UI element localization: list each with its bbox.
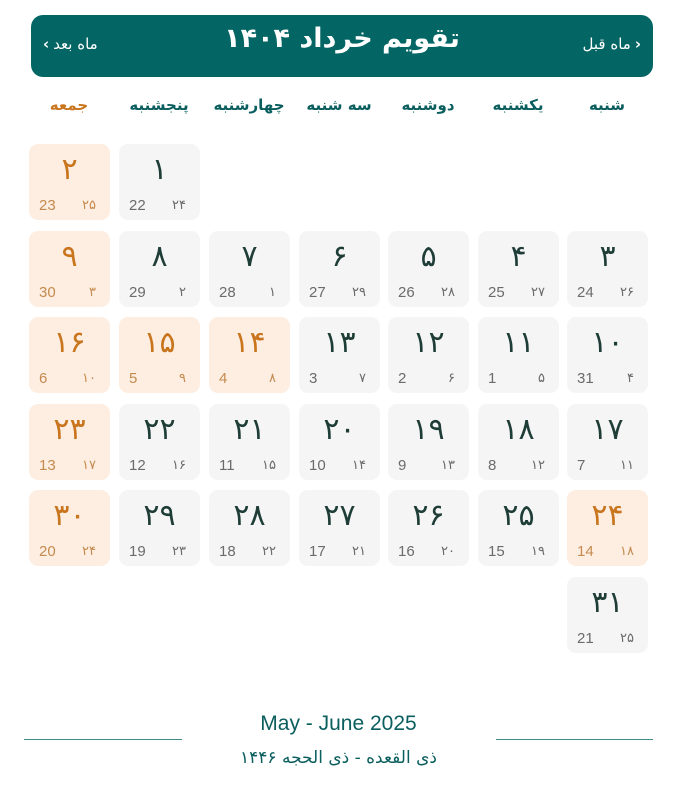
gregorian-day-number: 15 [488, 543, 505, 560]
persian-day-number: ۲۳ [53, 411, 86, 447]
persian-day-number: ۸ [151, 238, 168, 274]
day-cell[interactable] [119, 317, 200, 393]
gregorian-day-number: 28 [219, 283, 236, 301]
day-cell[interactable] [567, 490, 648, 566]
hijri-day-number: ۲۸ [441, 284, 455, 300]
persian-day-number: ۱۱ [502, 325, 535, 360]
hijri-day-number: ۲۱ [352, 544, 366, 559]
day-cell[interactable] [29, 404, 110, 480]
day-cell[interactable] [299, 404, 380, 480]
calendar-header [31, 15, 653, 77]
hijri-day-number: ۱۳ [441, 457, 455, 473]
persian-day-number: ۱۵ [143, 325, 176, 360]
gregorian-day-number: 24 [577, 283, 594, 301]
gregorian-day-number: 18 [219, 543, 236, 560]
persian-day-number: ۲۵ [502, 498, 535, 533]
gregorian-day-number: 16 [398, 543, 415, 560]
persian-day-number: ۳۱ [591, 584, 624, 620]
hijri-day-number: ۱ [269, 284, 276, 300]
hijri-day-number: ۱۵ [262, 457, 276, 473]
day-cell[interactable] [209, 404, 290, 480]
gregorian-day-number: 23 [39, 197, 56, 214]
persian-day-number: ۳ [599, 238, 616, 274]
gregorian-day-number: 5 [129, 370, 138, 387]
hijri-day-number: ۱۴ [352, 457, 366, 473]
hijri-day-number: ۱۸ [620, 544, 634, 559]
persian-day-number: ۱۹ [412, 411, 445, 447]
hijri-day-number: ۲۴ [172, 198, 186, 213]
day-cell[interactable] [119, 404, 200, 480]
gregorian-day-number: 21 [577, 629, 594, 647]
day-cell[interactable] [29, 231, 110, 307]
gregorian-day-number: 2 [398, 370, 407, 387]
hijri-day-number: ۱۰ [82, 371, 96, 386]
day-cell[interactable] [299, 317, 380, 393]
day-cell[interactable] [119, 490, 200, 566]
persian-day-number: ۱ [151, 152, 168, 187]
next-month-label: ماه بعد [53, 35, 98, 53]
gregorian-day-number: 30 [39, 283, 56, 301]
gregorian-day-number: 25 [488, 283, 505, 301]
day-cell[interactable] [119, 231, 200, 307]
persian-day-number: ۶ [331, 238, 348, 274]
day-cell[interactable] [478, 404, 559, 480]
persian-day-number: ۲۷ [323, 498, 356, 533]
gregorian-day-number: 8 [488, 456, 497, 474]
gregorian-day-number: 1 [488, 370, 497, 387]
hijri-day-number: ۲۳ [172, 544, 186, 559]
weekday-1: یکشنبه [492, 96, 544, 114]
day-cell[interactable] [388, 231, 469, 307]
hijri-day-number: ۱۷ [82, 457, 96, 473]
gregorian-day-number: 17 [309, 543, 326, 560]
hijri-day-number: ۲۶ [620, 284, 634, 300]
persian-day-number: ۲ [61, 152, 78, 187]
persian-day-number: ۵ [420, 238, 437, 274]
day-cell[interactable] [567, 404, 648, 480]
weekday-4: چهارشنبه [213, 96, 285, 114]
persian-day-number: ۲۰ [323, 411, 356, 447]
persian-day-number: ۳۰ [53, 498, 86, 533]
hijri-day-number: ۹ [179, 371, 186, 386]
persian-day-number: ۴ [510, 238, 527, 274]
gregorian-day-number: 27 [309, 283, 326, 301]
hijri-day-number: ۲ [179, 284, 186, 300]
persian-day-number: ۲۱ [233, 411, 266, 447]
persian-day-number: ۷ [241, 238, 258, 274]
hijri-day-number: ۱۱ [620, 457, 634, 473]
day-cell[interactable] [567, 231, 648, 307]
prev-month-button[interactable] [583, 35, 641, 53]
day-cell[interactable] [478, 231, 559, 307]
day-cell[interactable] [478, 490, 559, 566]
day-cell[interactable] [29, 490, 110, 566]
day-cell[interactable] [478, 317, 559, 393]
persian-day-number: ۲۹ [143, 498, 176, 533]
weekday-header-row [0, 96, 677, 126]
gregorian-day-number: 14 [577, 543, 594, 560]
persian-day-number: ۱۶ [53, 325, 86, 360]
gregorian-day-number: 4 [219, 370, 228, 387]
persian-day-number: ۱۲ [412, 325, 445, 360]
gregorian-day-number: 6 [39, 370, 48, 387]
footer-divider-left [24, 739, 182, 740]
hijri-day-number: ۲۵ [620, 630, 634, 646]
hijri-day-number: ۲۷ [531, 284, 545, 300]
day-cell[interactable] [209, 317, 290, 393]
persian-day-number: ۱۳ [323, 325, 356, 360]
gregorian-day-number: 7 [577, 456, 586, 474]
chevron-left-icon: ‹ [634, 35, 641, 53]
footer-divider-right [496, 739, 653, 740]
gregorian-day-number: 9 [398, 456, 407, 474]
hijri-day-number: ۵ [538, 371, 545, 386]
day-cell[interactable] [567, 577, 648, 653]
persian-day-number: ۱۴ [233, 325, 266, 360]
gregorian-day-number: 19 [129, 543, 146, 560]
day-cell[interactable] [567, 317, 648, 393]
hijri-day-number: ۲۴ [82, 544, 96, 559]
day-cell[interactable] [388, 490, 469, 566]
gregorian-day-number: 11 [219, 456, 235, 474]
day-cell[interactable] [29, 144, 110, 220]
chevron-right-icon: › [43, 35, 50, 53]
persian-day-number: ۲۲ [143, 411, 176, 447]
page-title: تقویم خرداد ۱۴۰۴ [224, 23, 460, 54]
hijri-day-number: ۸ [269, 371, 276, 386]
persian-day-number: ۱۸ [502, 411, 535, 447]
day-cell[interactable] [388, 317, 469, 393]
gregorian-day-number: 13 [39, 456, 56, 474]
hijri-day-number: ۷ [359, 371, 366, 386]
day-cell[interactable] [299, 490, 380, 566]
persian-day-number: ۲۶ [412, 498, 445, 533]
persian-day-number: ۲۴ [591, 498, 624, 533]
hijri-day-number: ۱۲ [531, 457, 545, 473]
day-cell[interactable] [209, 231, 290, 307]
persian-day-number: ۱۰ [591, 325, 624, 360]
persian-day-number: ۹ [61, 238, 78, 274]
weekday-6: جمعه [49, 96, 89, 114]
weekday-0: شنبه [588, 96, 626, 114]
gregorian-day-number: 12 [129, 456, 146, 474]
hijri-day-number: ۱۹ [531, 544, 545, 559]
persian-day-number: ۲۸ [233, 498, 266, 533]
gregorian-month-range: May - June 2025 [260, 712, 417, 735]
day-cell[interactable] [119, 144, 200, 220]
hijri-day-number: ۲۹ [352, 284, 366, 300]
day-cell[interactable] [29, 317, 110, 393]
gregorian-day-number: 31 [577, 370, 594, 387]
persian-day-number: ۱۷ [591, 411, 624, 447]
weekday-3: سه شنبه [306, 96, 372, 114]
gregorian-day-number: 22 [129, 197, 146, 214]
hijri-day-number: ۲۵ [82, 198, 96, 213]
day-cell[interactable] [388, 404, 469, 480]
gregorian-day-number: 3 [309, 370, 318, 387]
gregorian-day-number: 26 [398, 283, 415, 301]
hijri-day-number: ۳ [89, 284, 96, 300]
day-cell[interactable] [299, 231, 380, 307]
gregorian-day-number: 29 [129, 283, 146, 301]
hijri-day-number: ۱۶ [172, 457, 186, 473]
hijri-day-number: ۴ [627, 371, 634, 386]
prev-month-label: ماه قبل [582, 35, 631, 53]
hijri-day-number: ۶ [448, 371, 455, 386]
weekday-2: دوشنبه [401, 96, 455, 114]
hijri-day-number: ۲۰ [441, 544, 455, 559]
hijri-month-range: ذی القعده - ذی الحجه ۱۴۴۶ [240, 748, 437, 768]
weekday-5: پنجشنبه [129, 96, 189, 114]
hijri-day-number: ۲۲ [262, 544, 276, 559]
gregorian-day-number: 20 [39, 543, 56, 560]
day-cell[interactable] [209, 490, 290, 566]
gregorian-day-number: 10 [309, 456, 326, 474]
